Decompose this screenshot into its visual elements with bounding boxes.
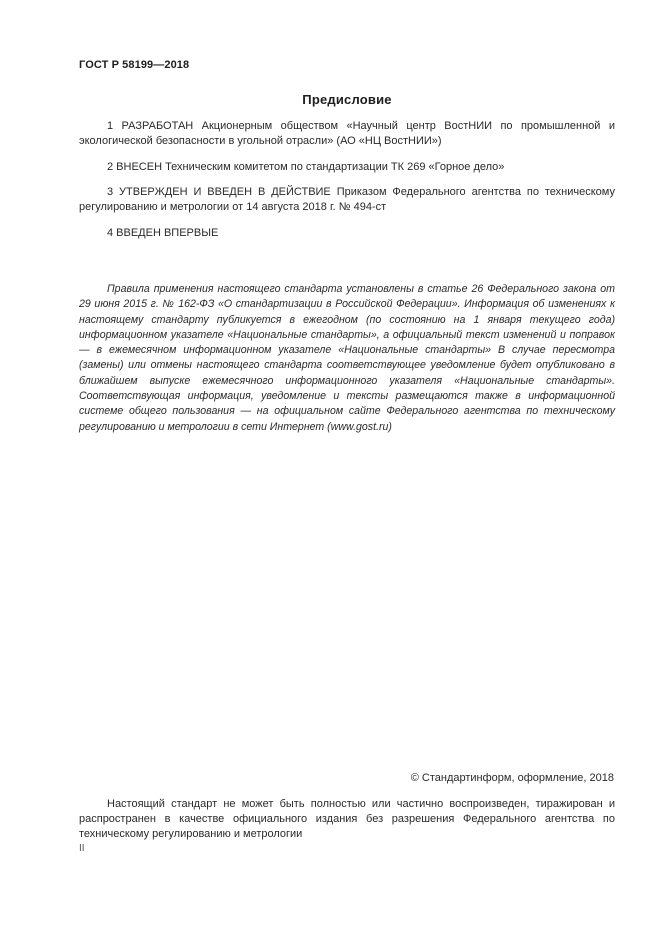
foreword-item-first-introduced: 4 ВВЕДЕН ВПЕРВЫЕ [107,227,219,239]
foreword-item-developed: 1 РАЗРАБОТАН Акционерным обществом «Научный центр ВостНИИ по промышленной и экологической безопасности в угольной отрасли» (АО «НЦ ВостНИИ») [79,120,615,147]
foreword-item-approved: 3 УТВЕРЖДЕН И ВВЕДЕН В ДЕЙСТВИЕ Приказом Федерального агентства по техническому регулированию и метрологии от 14 августа 2018 г. № 494-ст [79,186,615,213]
page-title: Предисловие [302,92,392,107]
reproduction-rights-notice: Настоящий стандарт не может быть полностью или частично воспроизведен, тиражирован и распространен в качестве официального издания без разрешения Федерального агентства по техническому регулированию и метрологии [79,798,615,840]
document-code: ГОСТ Р 58199—2018 [79,59,190,71]
copyright-notice: © Стандартинформ, оформление, 2018 [410,772,614,784]
foreword-item-introduced: 2 ВНЕСЕН Техническим комитетом по стандартизации ТК 269 «Горное дело» [107,161,505,173]
page-number: II [79,843,85,854]
application-rules-notice: Правила применения настоящего стандарта установлены в статье 26 Федерального закона от 29 июня 2015 г. № 162-ФЗ «О стандартизации в Российской Федерации». Информация об изменениях к настоящему стандарту публикуется в ежегодном (по состоянию на 1 января текущего года) информационном указателе «Национальные стандарты», а официальный текст изменений и поправок — в ежемесячном информационном указателе «Национальные стандарты» В случае пересмотра (замены) или отмены настоящего стандарта соответствующее уведомление будет опубликовано в ближайшем выпуске ежемесячного информационного указателя «Национальные стандарты». Соответствующая информация, уведомление и тексты размещаются также в информационной системе общего пользования — на официальном сайте Федерального агентства по техническому регулированию и метрологии в сети Интернет (www.gost.ru) [79,283,615,433]
